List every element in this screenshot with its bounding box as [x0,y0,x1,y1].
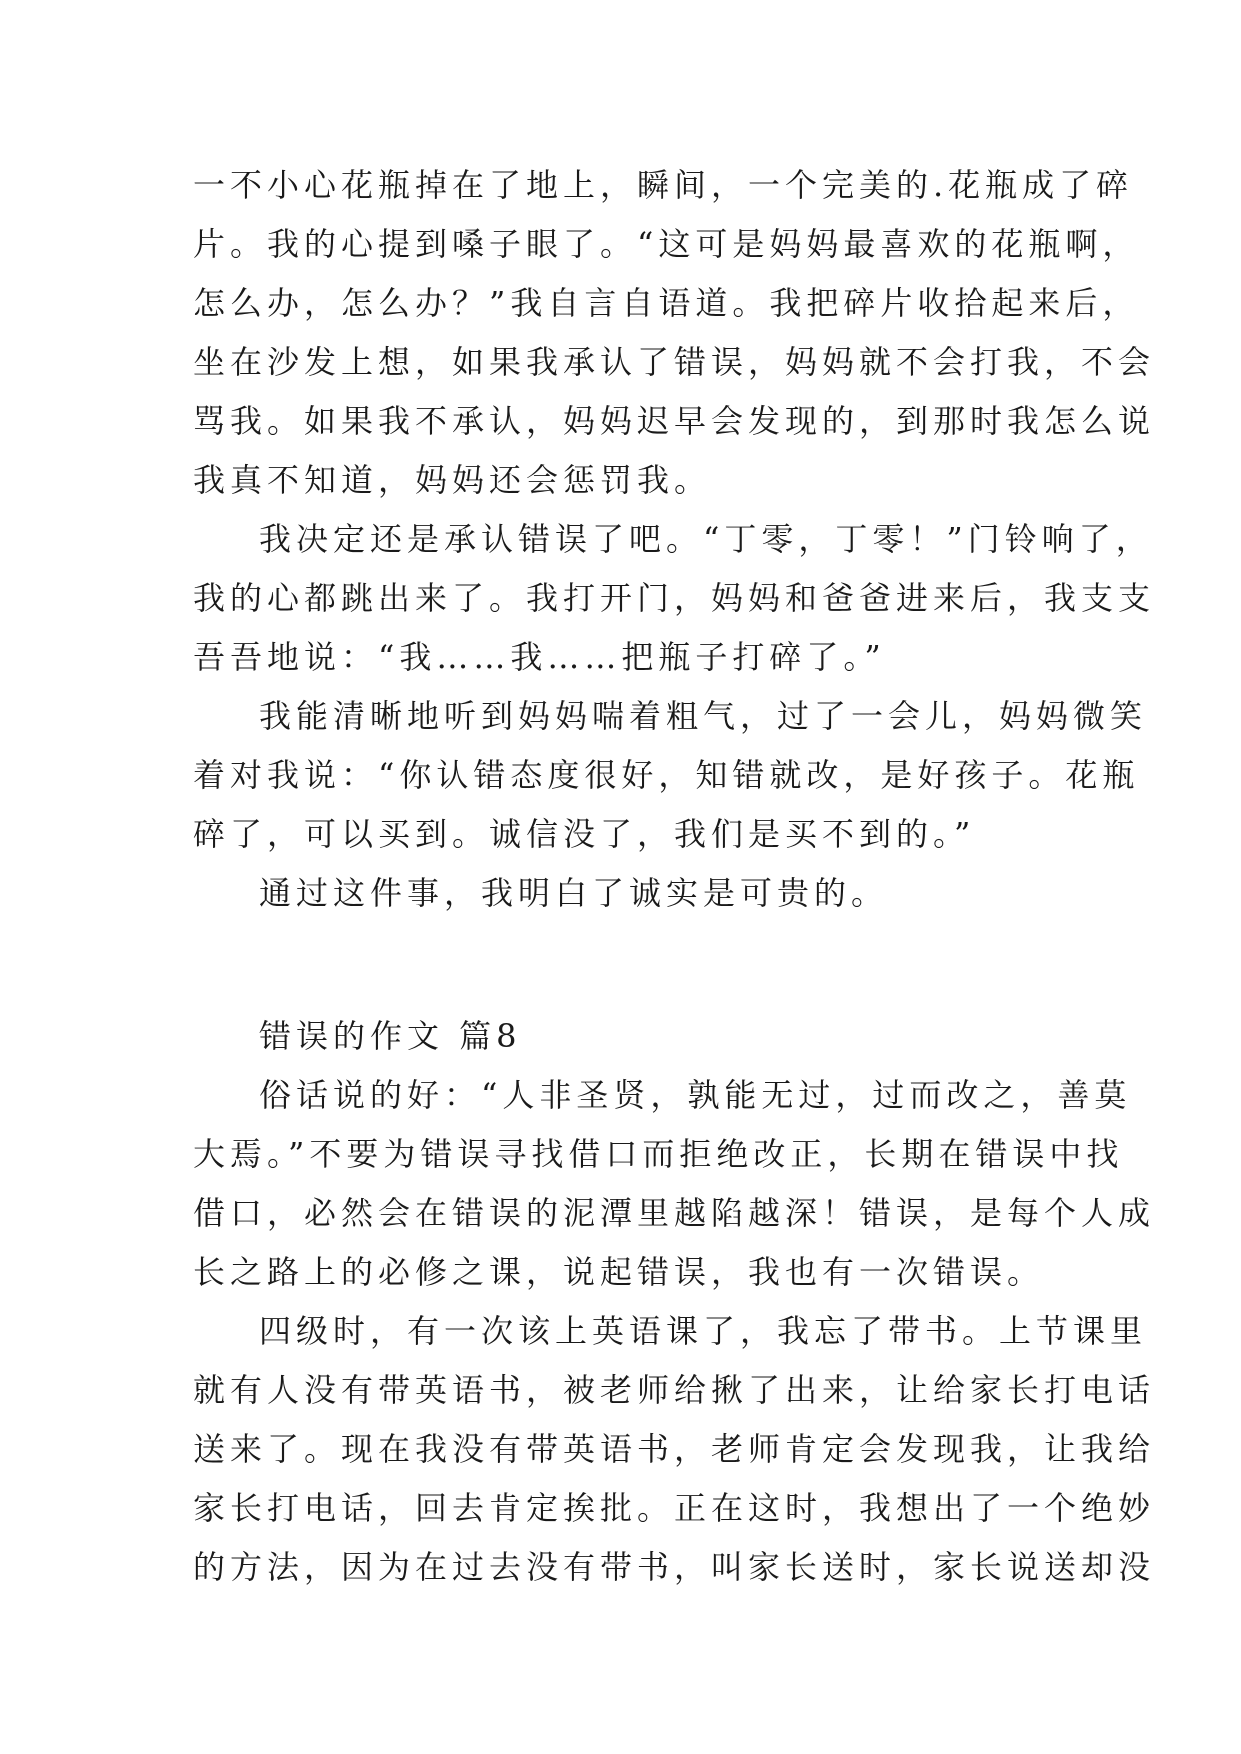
section-title: 错误的作文 篇8 [259,1017,522,1055]
paragraph-start-line: 通过这件事，我明白了诚实是可贵的。 [259,874,889,912]
text-line: 长之路上的必修之课，说起错误，我也有一次错误。 [193,1253,1045,1291]
text-line: 我真不知道，妈妈还会惩罚我。 [193,461,712,499]
paragraph-start-line: 四级时，有一次该上英语课了，我忘了带书。上节课里 [259,1312,1148,1350]
text-line: 大焉。”不要为错误寻找借口而拒绝改正，长期在错误中找 [193,1135,1124,1173]
text-line: 我的心都跳出来了。我打开门，妈妈和爸爸进来后，我支支 [193,579,1156,617]
text-line: 骂我。如果我不承认，妈妈迟早会发现的，到那时我怎么说 [193,402,1156,440]
text-line: 片。我的心提到嗓子眼了。“这可是妈妈最喜欢的花瓶啊， [193,225,1140,263]
text-line: 送来了。现在我没有带英语书，老师肯定会发现我，让我给 [193,1430,1156,1468]
text-line: 怎么办，怎么办？”我自言自语道。我把碎片收拾起来后， [193,284,1140,322]
paragraph-start-line: 俗话说的好：“人非圣贤，孰能无过，过而改之，善莫 [259,1076,1132,1114]
text-line: 碎了，可以买到。诚信没了，我们是买不到的。” [193,815,976,853]
text-line: 借口，必然会在错误的泥潭里越陷越深！错误，是每个人成 [193,1194,1156,1232]
text-line: 吾吾地说：“我……我……把瓶子打碎了。” [193,638,886,676]
text-line: 的方法，因为在过去没有带书，叫家长送时，家长说送却没 [193,1548,1156,1586]
text-line: 坐在沙发上想，如果我承认了错误，妈妈就不会打我，不会 [193,343,1156,381]
text-line: 家长打电话，回去肯定挨批。正在这时，我想出了一个绝妙 [193,1489,1156,1527]
text-line: 就有人没有带英语书，被老师给揪了出来，让给家长打电话 [193,1371,1156,1409]
text-line: 着对我说：“你认错态度很好，知错就改，是好孩子。花瓶 [193,756,1140,794]
paragraph-start-line: 我决定还是承认错误了吧。“丁零，丁零！”门铃响了， [259,520,1153,558]
paragraph-start-line: 我能清晰地听到妈妈喘着粗气，过了一会儿，妈妈微笑 [259,697,1148,735]
section-spacer [193,923,1063,1007]
document-body [193,156,1156,1597]
text-line: 一不小心花瓶掉在了地上，瞬间，一个完美的.花瓶成了碎 [193,166,1134,204]
